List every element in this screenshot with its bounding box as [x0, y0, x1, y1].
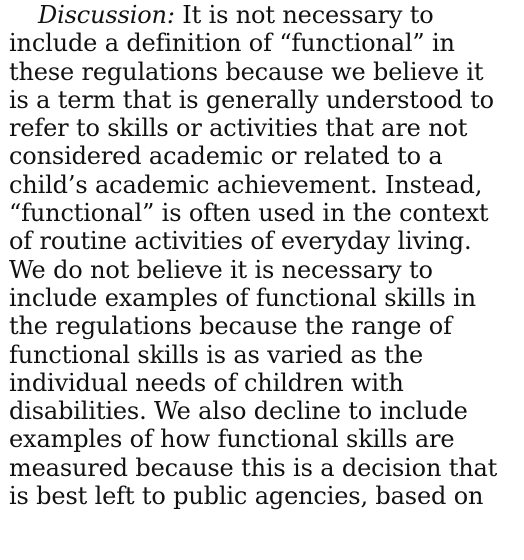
discussion-heading: Discussion:	[38, 1, 175, 29]
paragraph-line-15: disabilities. We also decline to include	[9, 397, 468, 426]
paragraph-line-2: include a definition of “functional” in	[9, 29, 455, 58]
paragraph-line-11: include examples of functional skills in	[9, 283, 476, 312]
paragraph-line-9: of routine activities of everyday living.	[9, 227, 472, 256]
line-1-text: It is not necessary to	[174, 1, 434, 29]
paragraph-line-18: is best left to public agencies, based on	[9, 482, 484, 511]
paragraph-line-1	[9, 1, 524, 29]
paragraph-line-6: considered academic or related to a	[9, 142, 443, 171]
paragraph-line-5: refer to skills or activities that are not	[9, 114, 468, 143]
document-body	[9, 1, 524, 510]
paragraph-line-12: the regulations because the range of	[9, 312, 452, 341]
paragraph-line-14: individual needs of children with	[9, 368, 404, 397]
paragraph-line-16: examples of how functional skills are	[9, 425, 455, 454]
paragraph-line-7: child’s academic achievement. Instead,	[9, 170, 483, 199]
paragraph-line-8: “functional” is often used in the context	[9, 199, 489, 228]
paragraph-line-10: We do not believe it is necessary to	[9, 255, 433, 284]
paragraph-line-3: these regulations because we believe it	[9, 57, 484, 86]
paragraph-line-17: measured because this is a decision that	[9, 453, 498, 482]
paragraph-line-13: functional skills is as varied as the	[9, 340, 424, 369]
paragraph-line-4: is a term that is generally understood to	[9, 85, 494, 114]
